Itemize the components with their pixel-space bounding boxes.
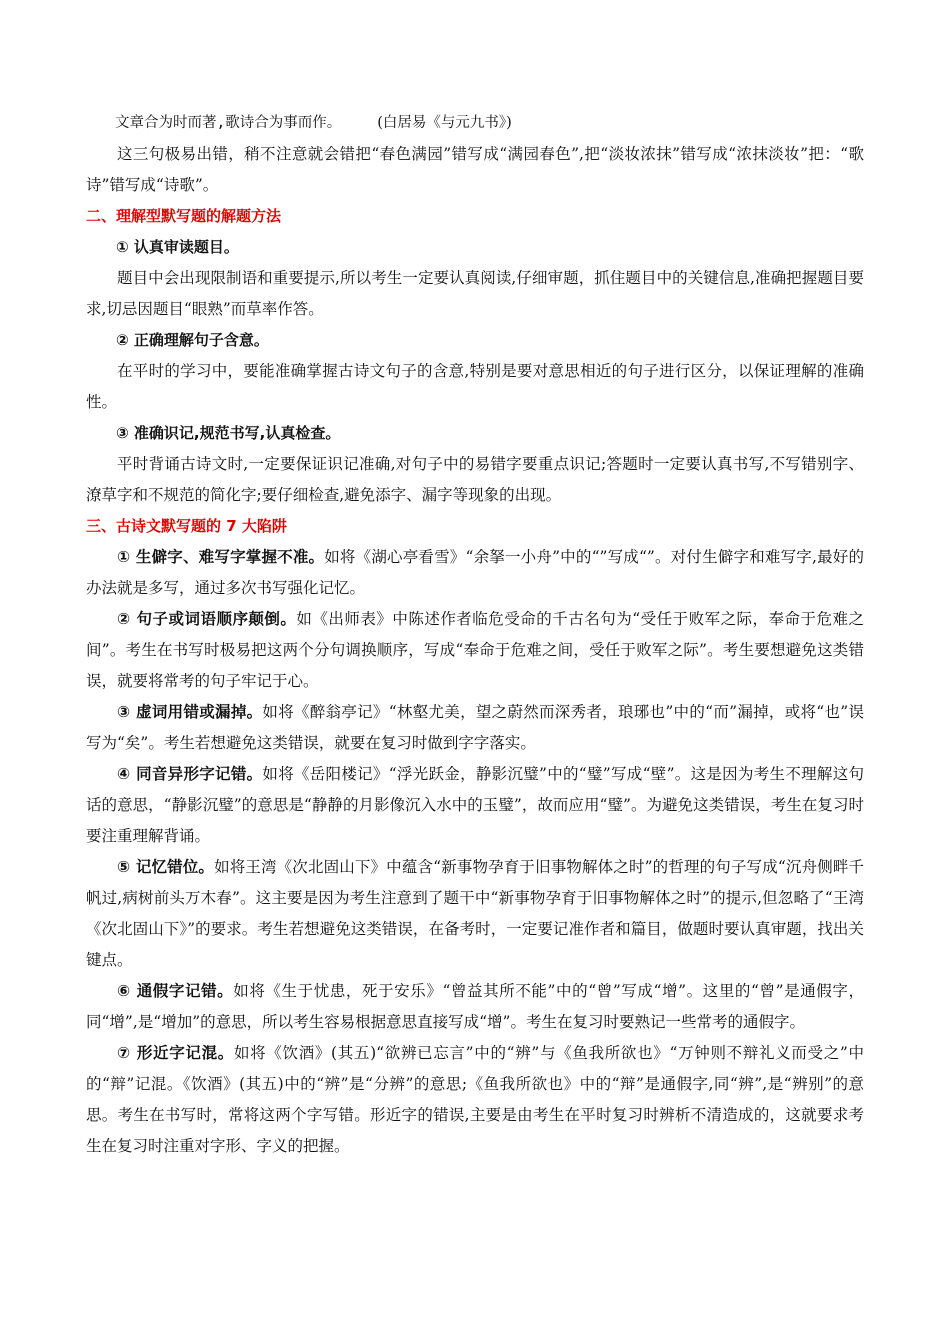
trap-item-1 [86,542,864,604]
trap-body: 如将《醉翁亭记》“林壑尤美，望之蔚然而深秀者，琅琊也”中的“而”漏掉，或将“也”误写为“矣”。考生若想避免这类错误，就要在复习时做到字字落实。 [86,703,864,752]
trap-body: 如将《饮酒》(其五)“欲辨已忘言”中的“辨”与《鱼我所欲也》“万钟则不辩礼义而受之”中的“辩”记混。《饮酒》(其五)中的“辨”是“分辨”的意思;《鱼我所欲也》中的“辩”是通假字,同“辨”,是“辨别”的意思。考生在书写时，常将这两个字写错。形近字的错误,主要是由考生在平时复习时辨析不清造成的，这就要求考生在复习时注重对字形、字义的把握。 [86,1044,864,1155]
trap-item-7 [86,1038,864,1162]
trap-title: ② 句子或词语顺序颠倒。 [117,610,297,628]
trap-title: ⑥ 通假字记错。 [117,982,234,1000]
trap-title: ③ 虚词用错或漏掉。 [117,703,263,721]
trap-title: ④ 同音异形字记错。 [117,765,263,783]
trap-item-5 [86,852,864,976]
step-body-1: 题目中会出现限制语和重要提示,所以考生一定要认真阅读,仔细审题，抓住题目中的关键信息,准确把握题目要求,切忌因题目“眼熟”而草率作答。 [86,269,864,318]
step-title-1: ① 认真审读题目。 [116,238,239,256]
section-heading-2: 二、理解型默写题的解题方法 [86,207,282,225]
step-title-3: ③ 准确识记,规范书写,认真检查。 [116,424,341,442]
step-title-2: ② 正确理解句子含意。 [116,331,269,349]
trap-title: ① 生僻字、难写字掌握不准。 [117,548,325,566]
quote-source: (白居易《与元九书》) [377,115,512,131]
quote-text: 文章合为时而著,歌诗合为事而作。 [115,115,342,131]
trap-body: 如将《生于忧患，死于安乐》“曾益其所不能”中的“曾”写成“增”。这里的“曾”是通假字，同“增”,是“增加”的意思，所以考生容易根据意思直接写成“增”。考生在复习时要熟记一些常考的通假字。 [86,982,864,1031]
trap-title: ⑦ 形近字记混。 [117,1044,234,1062]
document-page [86,108,864,1162]
trap-item-6 [86,976,864,1038]
step-body-3: 平时背诵古诗文时,一定要保证识记准确,对句子中的易错字要重点识记;答题时一定要认真书写,不写错别字、潦草字和不规范的简化字;要仔细检查,避免添字、漏字等现象的出现。 [86,455,864,504]
trap-title: ⑤ 记忆错位。 [117,858,215,876]
intro-note: 这三句极易出错，稍不注意就会错把“春色满园”错写成“满园春色”,把“淡妆浓抹”错写成“浓抹淡妆”把：“歌诗”错写成“诗歌”。 [86,145,864,194]
trap-item-4 [86,759,864,852]
section-heading-3: 三、古诗文默写题的 7 大陷阱 [86,517,287,535]
trap-body: 如将《岳阳楼记》“浮光跃金，静影沉璧”中的“璧”写成“壁”。这是因为考生不理解这句话的意思，“静影沉璧”的意思是“静静的月影像沉入水中的玉璧”，故而应用“璧”。为避免这类错误，考生在复习时要注重理解背诵。 [86,765,864,845]
step-body-2: 在平时的学习中，要能准确掌握古诗文句子的含意,特别是要对意思相近的句子进行区分，以保证理解的准确性。 [86,362,864,411]
trap-item-3 [86,697,864,759]
trap-item-2 [86,604,864,697]
quote-line [86,108,864,139]
trap-body: 如将《湖心亭看雪》“余拏一小舟”中的“”写成“”。对付生僻字和难写字,最好的办法就是多写，通过多次书写强化记忆。 [86,548,864,597]
trap-body: 如将王湾《次北固山下》中蕴含“新事物孕育于旧事物解体之时”的哲理的句子写成“沉舟侧畔千帆过,病树前头万木春”。这主要是因为考生注意到了题干中“新事物孕育于旧事物解体之时”的提示,但忽略了“王湾《次北固山下》”的要求。考生若想避免这类错误，在备考时，一定要记准作者和篇目，做题时要认真审题，找出关键点。 [86,858,864,969]
trap-body: 如《出师表》中陈述作者临危受命的千古名句为“受任于败军之际，奉命于危难之间”。考生在书写时极易把这两个分句调换顺序，写成“奉命于危难之间，受任于败军之际”。考生要想避免这类错误，就要将常考的句子牢记于心。 [86,610,864,690]
